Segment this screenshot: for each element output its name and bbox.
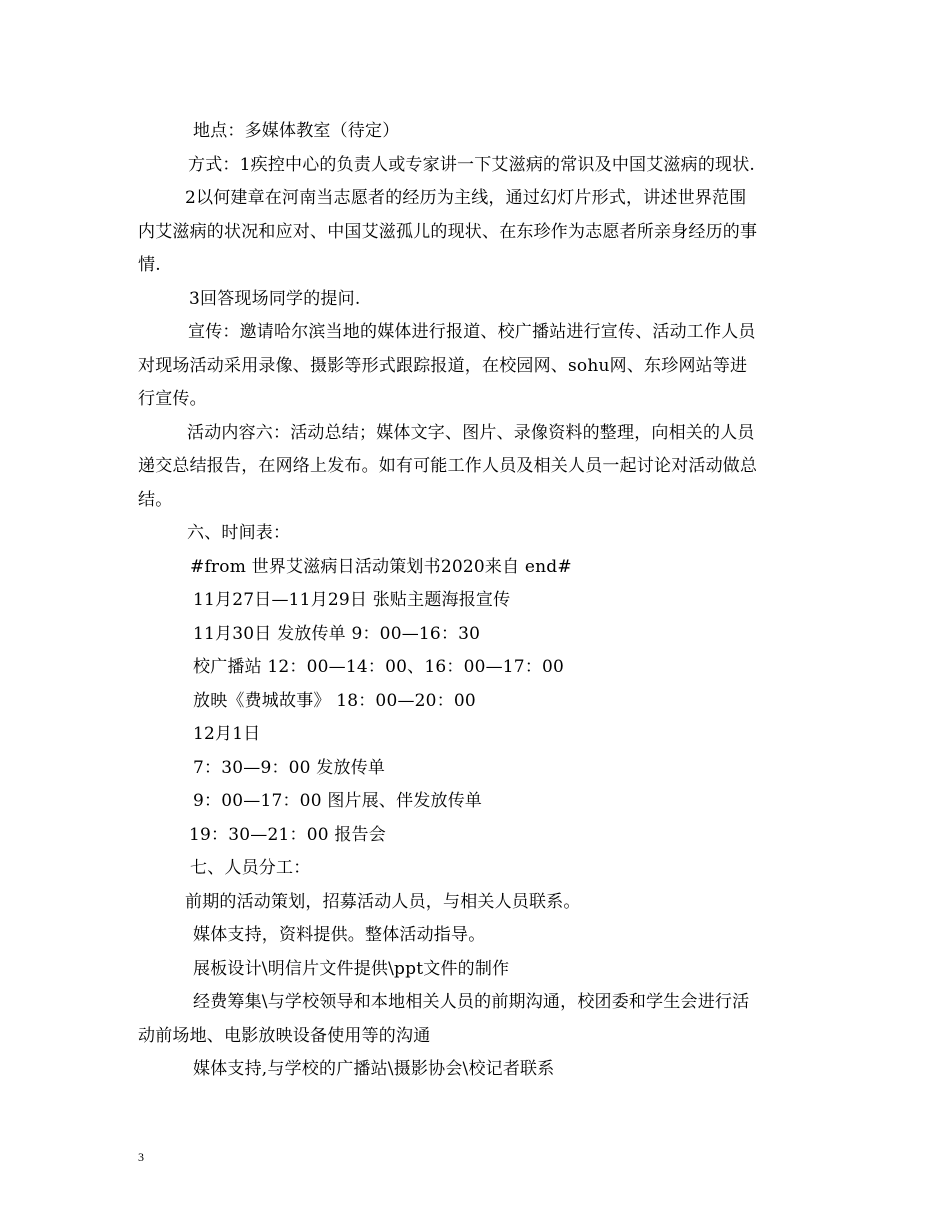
schedule-line: 放映《费城故事》 18：00—20：00 [193, 691, 476, 711]
text-line: 宣传：邀请哈尔滨当地的媒体进行报道、校广播站进行宣传、活动工作人员 [188, 322, 756, 342]
text-line: 2以何建章在河南当志愿者的经历为主线，通过幻灯片形式，讲述世界范围 [185, 188, 747, 208]
text-line: 媒体支持,与学校的广播站\摄影协会\校记者联系 [193, 1059, 555, 1079]
text-line: 情. [138, 255, 161, 275]
schedule-line: 11月27日—11月29日 张贴主题海报宣传 [193, 590, 511, 610]
text-line: 地点：多媒体教室（待定） [193, 121, 400, 141]
text-line: 3回答现场同学的提问. [189, 289, 361, 309]
text-line: 结。 [138, 490, 173, 510]
page-number: 3 [138, 1150, 144, 1164]
text-line: 活动内容六：活动总结；媒体文字、图片、录像资料的整理，向相关的人员 [187, 423, 755, 443]
text-line: 展板设计\明信片文件提供\ppt文件的制作 [193, 959, 510, 979]
text-line: 内艾滋病的状况和应对、中国艾滋孤儿的现状、在东珍作为志愿者所亲身经历的事 [138, 222, 758, 242]
text-line: 对现场活动采用录像、摄影等形式跟踪报道，在校园网、sohu网、东珍网站等进 [138, 356, 748, 376]
section-heading: 六、时间表： [187, 523, 291, 543]
text-line: 前期的活动策划，招募活动人员，与相关人员联系。 [185, 892, 581, 912]
text-line: 方式：1疾控中心的负责人或专家讲一下艾滋病的常识及中国艾滋病的现状. [188, 155, 756, 175]
schedule-line: 11月30日 发放传单 9：00—16：30 [193, 624, 481, 644]
section-heading: 七、人员分工： [190, 858, 311, 878]
text-line: 动前场地、电影放映设备使用等的沟通 [138, 1026, 431, 1046]
schedule-line: 校广播站 12：00—14：00、16：00—17：00 [193, 657, 565, 677]
text-line: 媒体支持，资料提供。整体活动指导。 [193, 925, 486, 945]
schedule-line: 19：30—21：00 报告会 [189, 825, 386, 845]
text-line: #from 世界艾滋病日活动策划书2020来自 end# [190, 557, 572, 577]
schedule-line: 12月1日 [193, 724, 261, 744]
text-line: 经费筹集\与学校领导和本地相关人员的前期沟通，校团委和学生会进行活 [193, 992, 750, 1012]
text-line: 行宣传。 [138, 389, 207, 409]
schedule-line: 7：30—9：00 发放传单 [193, 758, 386, 778]
text-line: 递交总结报告，在网络上发布。如有可能工作人员及相关人员一起讨论对活动做总 [138, 456, 758, 476]
schedule-line: 9：00—17：00 图片展、伴发放传单 [193, 791, 483, 811]
